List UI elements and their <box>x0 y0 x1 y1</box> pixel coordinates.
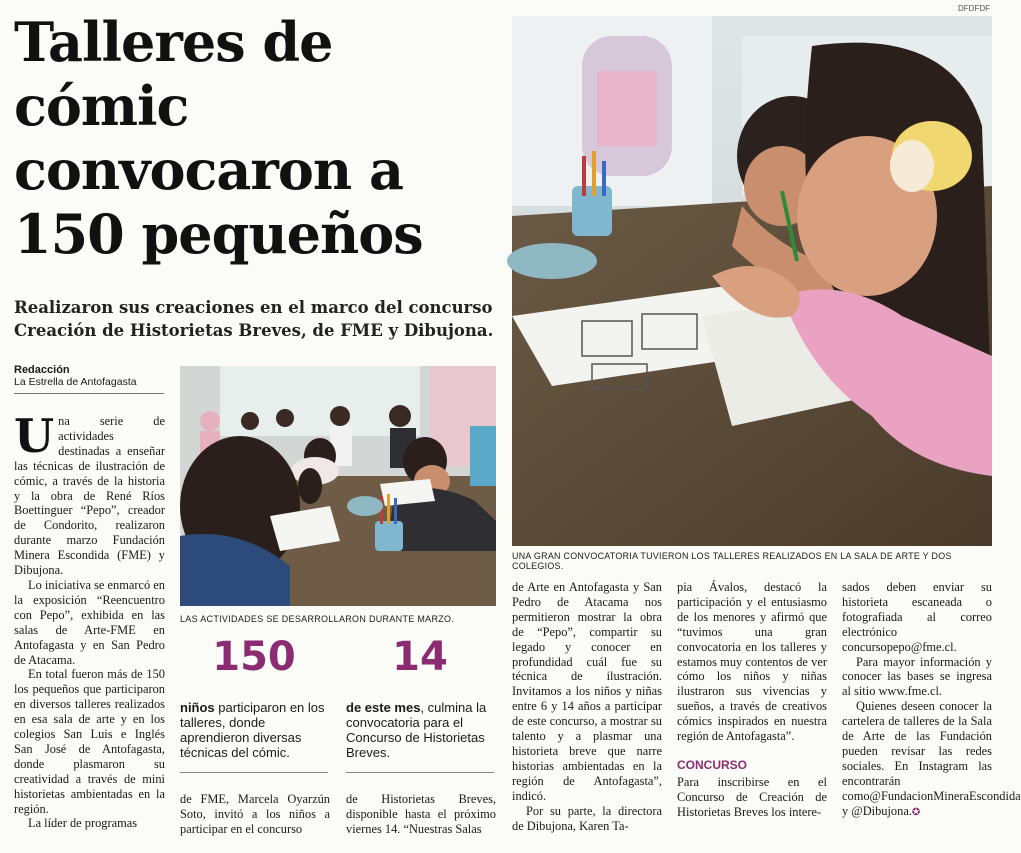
small-photo-caption: LAS ACTIVIDADES SE DESARROLLARON DURANTE MARZO. <box>180 614 455 624</box>
body-paragraph-2: Lo iniciativa se enmarcó en la exposición “Reencuentro con Pepo”, exhibida en las salas de Arte-FME en Antofagasta y en San Pedro de Atacama. <box>14 577 165 667</box>
page-code: DFDFDF <box>958 4 990 13</box>
fact-text-14 <box>346 700 494 760</box>
fact-bold-14: de este mes <box>346 700 421 715</box>
subhead: Realizaron sus creaciones en el marco del concurso Creación de Historietas Breves, de FME y Dibujona. <box>14 298 494 340</box>
body-paragraph-1-text: na serie de actividades destinadas a enseñar las técnicas de ilustración de cómic, a través de la historia y la obra de René Ríos Boettinguer “Pepo”, creador de Condorito, realizaron durante marzo Fundación Minera Escondida (FME) y Dibujona. <box>14 414 165 578</box>
dropcap: U <box>14 409 55 463</box>
fact-rest-150: participaron en los talleres, donde aprendieron diversas técnicas del cómic. <box>180 700 325 760</box>
byline-divider <box>14 393 164 394</box>
main-photo-caption: UNA GRAN CONVOCATORIA TUVIERON LOS TALLERES REALIZADOS EN LA SALA DE ARTE Y DOS COLEGIOS. <box>512 551 952 571</box>
fact-text-150 <box>180 700 328 760</box>
fact-number-150: 150 <box>212 634 296 680</box>
body-column-4-text: de Arte en Antofagasta y San Pedro de Atacama nos permitieron mostrar la obra de “Pepo”, compartir su legado y conocer en profundidad cuál fue su técnica de ilustración. Invitamos a los niños y niñas entre 6 y 14 años a participar de este concurso, a mostrar su talento y a plasmar una historieta breve que narre historias ambientadas en la región de Antofagasta”, indicó. <box>512 580 662 803</box>
body-column-5 <box>677 580 827 820</box>
section-label-concurso: CONCURSO <box>677 757 748 772</box>
small-photo <box>180 366 496 606</box>
main-photo-image <box>512 16 992 546</box>
body-column-3: de Historietas Breves, disponible hasta el próximo viernes 14. “Nuestras Salas <box>346 792 496 836</box>
main-photo <box>512 16 992 546</box>
end-mark-icon: ✪ <box>911 806 921 818</box>
body-column-6-social <box>842 699 1021 820</box>
body-column-6-social-text: Quienes deseen conocer la cartelera de talleres de la Sala de Arte de las Fundación pueden revisar las redes sociales. En Instagram las encontrarán como@FundacionMineraEscondida y @Dibujona. <box>842 699 1021 818</box>
body-column-1 <box>14 409 165 831</box>
body-column-6-email: sados deben enviar su historieta escaneada o fotografiada al correo electrónico concursopepo@fme.cl. <box>842 580 992 654</box>
fact-number-14: 14 <box>392 634 448 680</box>
headline: Talleres de cómic convocaron a 150 pequeños <box>14 10 423 266</box>
body-paragraph-3: En total fueron más de 150 los pequeños que participaron en diversos talleres realizados en esa sala de arte y en los colegios San Luis e Inglés San José de Antofagasta, donde plasmaron su creatividad a través de mini historietas ambientadas en la región. <box>14 667 165 816</box>
body-column-4 <box>512 580 662 833</box>
body-column-6 <box>842 580 1021 821</box>
fact-divider-2 <box>346 772 494 773</box>
byline-author: Redacción <box>14 364 70 376</box>
body-column-4-continued: Por su parte, la directora de Dibujona, Karen Ta- <box>512 803 662 833</box>
fact-bold-150: niños <box>180 700 215 715</box>
byline-publication: La Estrella de Antofagasta <box>14 376 137 388</box>
body-paragraph-1 <box>14 409 165 578</box>
small-photo-image <box>180 366 496 606</box>
body-paragraph-4: La líder de programas <box>28 816 138 831</box>
fact-rest-14: , culmina la convocatoria para el Concurso de Historietas Breves. <box>346 700 487 760</box>
body-column-2: de FME, Marcela Oyarzún Soto, invitó a los niños a participar en el concurso <box>180 792 330 836</box>
fact-divider-1 <box>180 772 328 773</box>
body-column-5-text: pia Ávalos, destacó la participación y el entusiasmo de los menores y afirmó que “tuvimos una gran convocatoria en los talleres y estamos muy contentos de ver cómo los niños y niñas ilustraron sus vivencias y sueños, a través de creativos cómics inspirados en nuestra región de Antofagasta”. <box>677 580 827 744</box>
body-column-6-website: Para mayor información y conocer las bases se ingresa al sitio www.fme.cl. <box>842 654 992 699</box>
body-column-5-concurso: Para inscribirse en el Concurso de Creación de Historietas Breves los intere- <box>677 774 827 819</box>
